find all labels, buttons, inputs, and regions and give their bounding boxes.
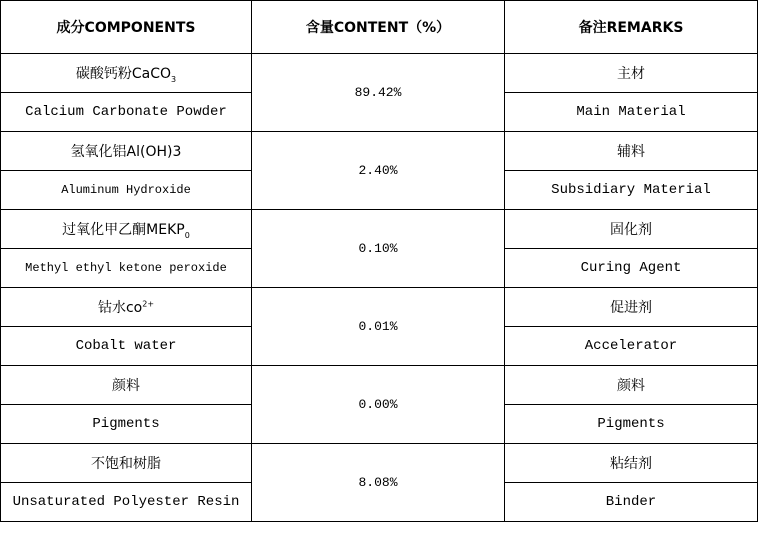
content-value: 0.00% [252, 366, 505, 444]
header-remarks: 备注REMARKS [505, 1, 758, 54]
table-row [1, 288, 758, 327]
component-name-zh: 颜料 [1, 366, 252, 405]
component-name-en: Unsaturated Polyester Resin [1, 483, 252, 522]
component-name-en: Cobalt water [1, 327, 252, 366]
content-value: 0.10% [252, 210, 505, 288]
remark-en: Accelerator [505, 327, 758, 366]
remark-en: Curing Agent [505, 249, 758, 288]
table-row [1, 444, 758, 483]
component-name-zh: 碳酸钙粉CaCO$_3$ [1, 54, 252, 93]
component-name-en: Calcium Carbonate Powder [1, 93, 252, 132]
content-value: 0.01% [252, 288, 505, 366]
component-name-zh: 钴水$co^{2+}$ [1, 288, 252, 327]
table-row [1, 132, 758, 171]
component-name-zh: 氢氧化铝Al(OH)3 [1, 132, 252, 171]
content-value: 89.42% [252, 54, 505, 132]
component-name-zh: 不饱和树脂 [1, 444, 252, 483]
header-row [1, 1, 758, 54]
header-content: 含量CONTENT（%） [252, 1, 505, 54]
header-components: 成分COMPONENTS [1, 1, 252, 54]
remark-zh: 主材 [505, 54, 758, 93]
remark-zh: 促进剂 [505, 288, 758, 327]
remark-en: Subsidiary Material [505, 171, 758, 210]
component-name-en: Methyl ethyl ketone peroxide [1, 249, 252, 288]
remark-en: Pigments [505, 405, 758, 444]
remark-en: Main Material [505, 93, 758, 132]
component-name-zh: 过氧化甲乙酮$MEKP_0$ [1, 210, 252, 249]
remark-zh: 固化剂 [505, 210, 758, 249]
component-name-en: Pigments [1, 405, 252, 444]
component-name-en: Aluminum Hydroxide [1, 171, 252, 210]
remark-en: Binder [505, 483, 758, 522]
remark-zh: 辅料 [505, 132, 758, 171]
remark-zh: 颜料 [505, 366, 758, 405]
content-value: 2.40% [252, 132, 505, 210]
remark-zh: 粘结剂 [505, 444, 758, 483]
content-value: 8.08% [252, 444, 505, 522]
table-row [1, 54, 758, 93]
table-row [1, 210, 758, 249]
table-row [1, 366, 758, 405]
